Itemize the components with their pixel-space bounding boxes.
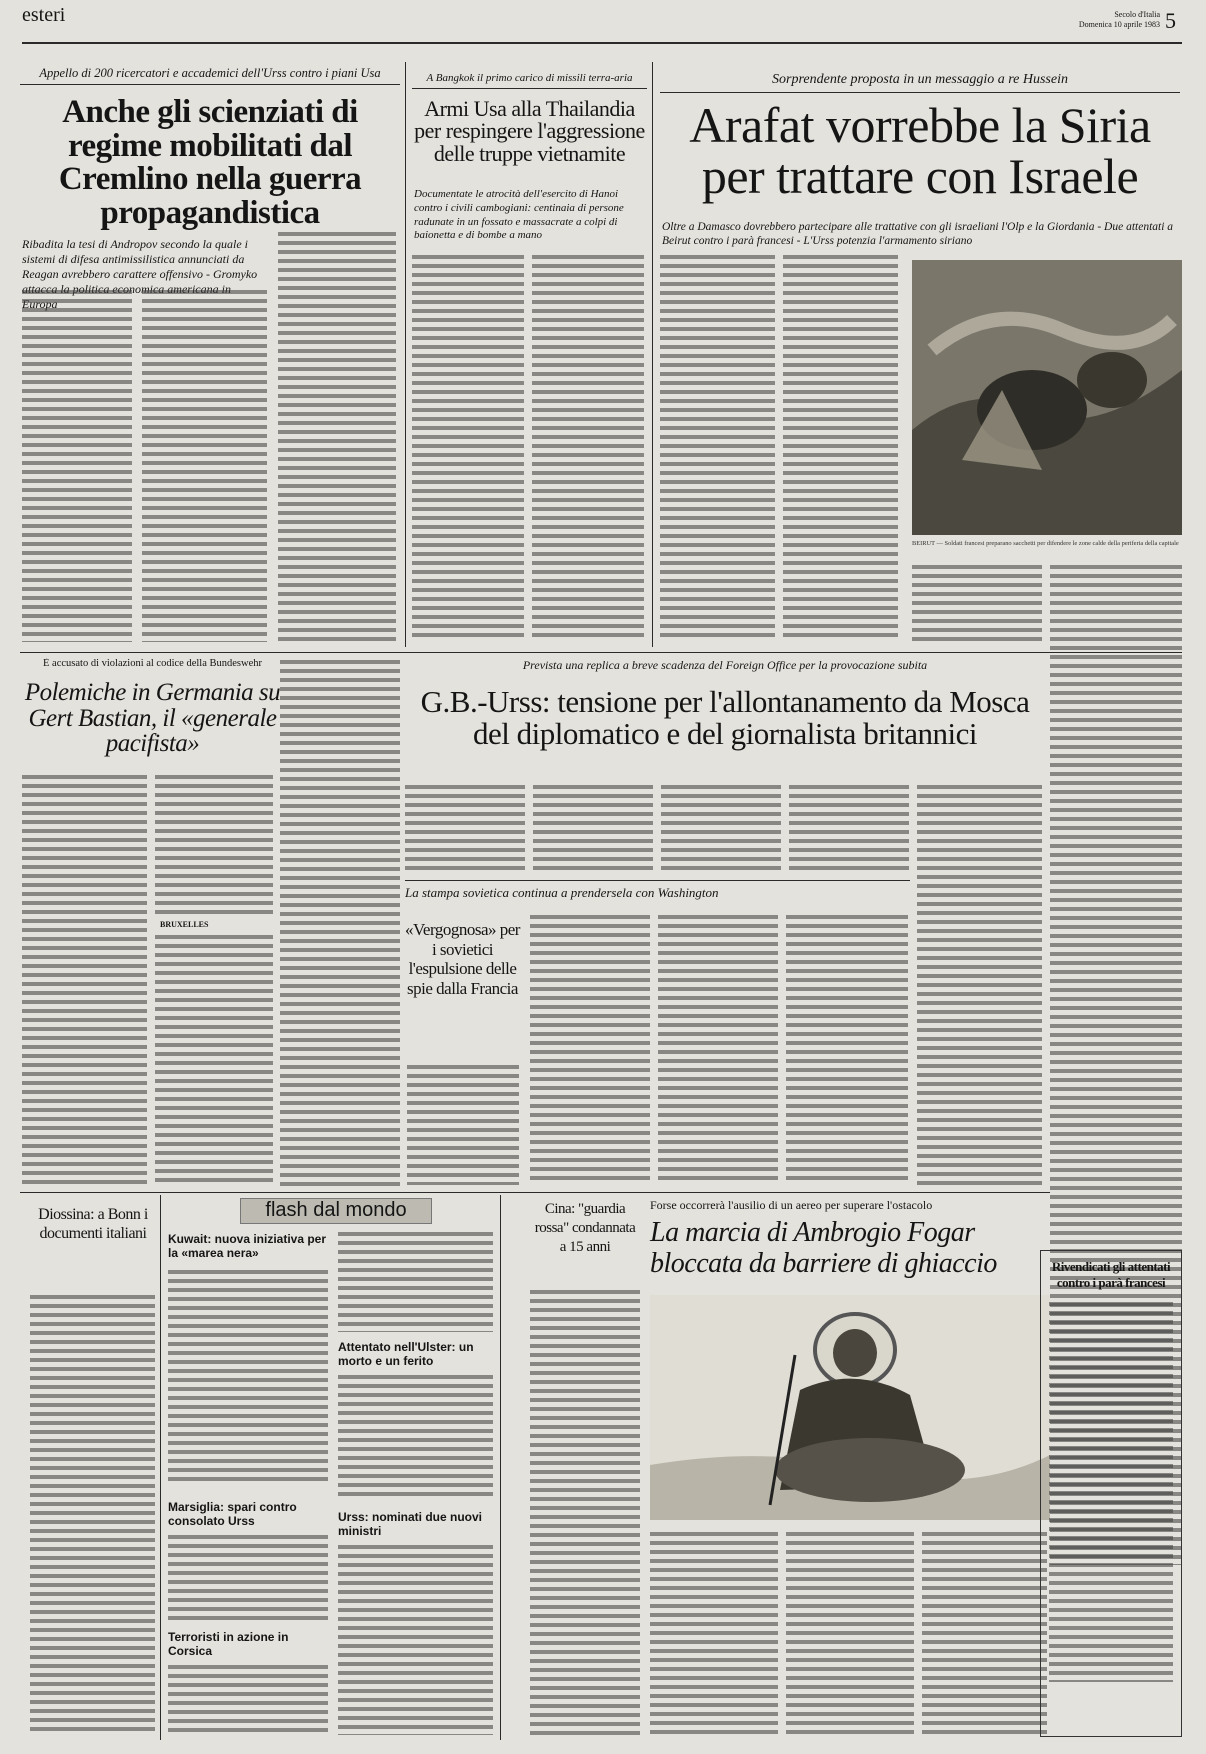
arafat-headline: Arafat vorrebbe la Siria per trattare con Israele (689, 97, 1151, 204)
flash-item-title: Marsiglia: spari contro consolato Urss (168, 1500, 297, 1528)
fogar-body-col3 (922, 1532, 1047, 1737)
bastian-body-col1 (22, 775, 147, 1187)
flash-item-body (338, 1232, 493, 1332)
flash-item-title: Kuwait: nuova iniziativa per la «marea nera» (168, 1232, 327, 1260)
arafat-body-col2 (783, 255, 898, 640)
scientists-body-col3 (278, 232, 396, 642)
bastian-body-col2b (155, 935, 273, 1187)
masthead-name: Secolo d'Italia (1114, 10, 1160, 19)
arafat-photo-caption: BEIRUT — Soldati francesi preparano sacchetti per difendere le zone calde della periferia della capitale (912, 540, 1179, 547)
thailand-body-col1 (412, 255, 524, 640)
soviet-press-body-col3 (786, 915, 908, 1185)
beirut-soldiers-photo (912, 260, 1182, 535)
attacks-headline: Rivendicati gli attentati contro i parà francesi (1051, 1259, 1171, 1290)
flash-item-body (338, 1375, 493, 1500)
scientists-subhead: Ribadita la tesi di Andropov secondo la quale i sistemi di difesa antimissilistica annunciati da Reagan avrebbero carattere offensivo - Gromyko attacca la politica economica americana in Europa (22, 237, 258, 311)
scientists-body-col2 (142, 290, 267, 642)
fogar-headline: La marcia di Ambrogio Fogar bloccata da barriere di ghiaccio (650, 1217, 997, 1279)
rule (160, 1195, 161, 1740)
uk-urss-body-col1 (405, 785, 525, 875)
masthead-date (940, 10, 1160, 30)
flash-item-title: Urss: nominati due nuovi ministri (338, 1510, 483, 1538)
fogar-kicker: Forse occorrerà l'ausilio di un aereo per superare l'ostacolo (650, 1198, 933, 1212)
arafat-body-col1 (660, 255, 775, 640)
rule (412, 88, 647, 89)
bastian-kicker: È accusato di violazioni al codice della Bundeswehr (43, 658, 262, 669)
rule (20, 84, 400, 85)
rule (660, 92, 1180, 93)
section-label: esteri (22, 4, 66, 26)
fogar-body-col2 (786, 1532, 914, 1737)
flash-banner-text: flash dal mondo (265, 1199, 407, 1221)
scientists-headline: Anche gli scienziati di regime mobilitati dal Cremlino nella guerra propagandistica (58, 94, 362, 231)
flash-item-body (168, 1535, 328, 1620)
header-rule (22, 42, 1182, 44)
fogar-photo (650, 1295, 1050, 1520)
scientists-body-col1 (22, 290, 132, 642)
rule (652, 62, 653, 647)
fogar-photo-image (650, 1295, 1050, 1520)
flash-item-body (338, 1545, 493, 1735)
uk-urss-body-col5 (917, 785, 1042, 1185)
flash-item-title: Terroristi in azione in Corsica (168, 1630, 289, 1658)
arafat-body-col3 (912, 565, 1042, 645)
dioxin-headline: Diossina: a Bonn i documenti italiani (38, 1206, 148, 1243)
rule (20, 1192, 1050, 1193)
rule (500, 1195, 501, 1740)
flash-item-body (168, 1270, 328, 1485)
uk-urss-headline: G.B.-Urss: tensione per l'allontanamento da Mosca del diplomatico e del giornalista britannici (420, 684, 1030, 751)
arafat-subhead: Oltre a Damasco dovrebbero partecipare alle trattative con gli israeliani l'Olp e la Giordania - Due attentati a Beirut contro i parà francesi - L'Urss potenzia l'armamento siriano (662, 221, 1174, 248)
soviet-press-body-col2 (658, 915, 778, 1185)
uk-urss-kicker: Prevista una replica a breve scadenza del Foreign Office per la provocazione subita (522, 658, 928, 672)
uk-urss-body-col4 (789, 785, 909, 875)
flash-banner (240, 1198, 432, 1224)
bastian-body-col3 (280, 660, 400, 1187)
flash-item-title: Attentato nell'Ulster: un morto e un ferito (338, 1340, 474, 1368)
scientists-kicker: Appello di 200 ricercatori e accademici dell'Urss contro i piani Usa (39, 66, 381, 80)
thailand-body-col2 (532, 255, 644, 640)
page-number: 5 (1165, 8, 1176, 33)
soviet-press-headline: «Vergognosa» per i sovietici l'espulsione delle spie dalla Francia (405, 920, 520, 998)
attacks-box (1040, 1250, 1182, 1737)
china-body (530, 1290, 640, 1740)
china-headline: Cina: "guardia rossa" condannata a 15 anni (534, 1201, 636, 1255)
soviet-press-body-col1 (530, 915, 650, 1185)
uk-urss-body-col3 (661, 785, 781, 875)
bastian-headline: Polemiche in Germania su Gert Bastian, il «generale pacifista» (24, 679, 281, 757)
attacks-body (1049, 1302, 1173, 1682)
dioxin-body (30, 1295, 155, 1735)
arafat-kicker: Sorprendente proposta in un messaggio a re Hussein (772, 72, 1068, 87)
fogar-body-col1 (650, 1532, 778, 1737)
uk-urss-body-col2 (533, 785, 653, 875)
thailand-kicker: A Bangkok il primo carico di missili terra-aria (426, 72, 633, 84)
thailand-subhead: Documentate le atrocità dell'esercito di Hanoi contro i civili cambogiani: centinaia di persone radunate in un fossato e massacrate a colpi di baionetta e di bombe a mano (414, 188, 624, 242)
thailand-headline: Armi Usa alla Thailandia per respingere l'aggressione delle truppe vietnamite (414, 96, 645, 166)
rule (405, 62, 406, 647)
rule (405, 880, 910, 881)
rule (20, 652, 1182, 653)
bastian-body-col2 (155, 775, 273, 915)
soviet-press-body-col0 (407, 1065, 519, 1185)
soldiers-photo-image (912, 260, 1182, 535)
issue-date: Domenica 10 aprile 1983 (1078, 20, 1160, 29)
soviet-press-kicker: La stampa sovietica continua a prendersela con Washington (405, 885, 719, 900)
flash-item-body (168, 1665, 328, 1735)
bruxelles-label: BRUXELLES (160, 920, 209, 929)
